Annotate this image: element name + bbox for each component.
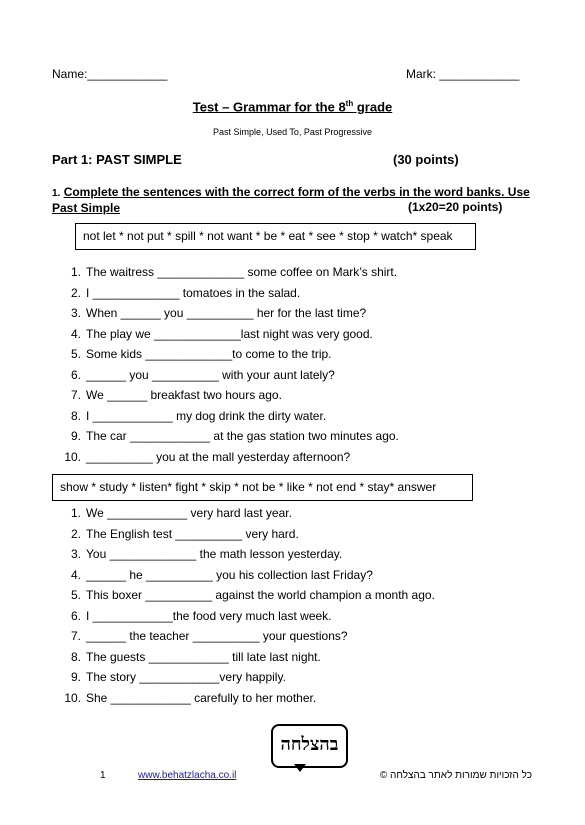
page-number: 1: [100, 770, 106, 781]
word-bank-1: not let * not put * spill * not want * be * eat * see * stop * watch* speak: [75, 223, 476, 250]
question-item: [52, 262, 399, 283]
question-number: 10.: [64, 449, 81, 464]
question-item: [52, 365, 399, 386]
logo-speech-tail: [294, 764, 306, 772]
question-text: The guests ____________ till late last night.: [86, 649, 321, 664]
question-text: When ______ you __________ her for the last time?: [86, 306, 367, 320]
question-item: [52, 283, 399, 304]
question-text: You _____________ the math lesson yesterday.: [86, 547, 343, 561]
question-item: [52, 606, 435, 627]
question-text: ______ you __________ with your aunt lately?: [86, 367, 335, 382]
question-number: 1.: [70, 506, 81, 520]
part-heading: Part 1: PAST SIMPLE: [52, 152, 182, 167]
question-item: [52, 324, 399, 345]
question-item: [52, 447, 399, 468]
title-tail: grade: [353, 99, 393, 115]
question-item: [52, 385, 399, 406]
question-number: 5.: [70, 347, 81, 361]
question-text: __________ you at the mall yesterday afternoon?: [86, 449, 351, 464]
word-bank-2: show * study * listen* fight * skip * not be * like * not end * stay* answer: [52, 474, 473, 501]
question-item: [52, 585, 435, 606]
question-number: 9.: [70, 670, 81, 684]
question-text: The car ____________ at the gas station two minutes ago.: [86, 429, 399, 443]
name-field: Name:____________: [52, 67, 168, 81]
question-text: I ____________ my dog drink the dirty water.: [86, 408, 327, 423]
question-item: [52, 426, 399, 447]
page-title: [0, 99, 585, 114]
question-item: [52, 647, 435, 668]
mark-field: Mark: ____________: [406, 67, 520, 81]
question-text: The waitress _____________ some coffee on Mark’s shirt.: [86, 265, 398, 279]
question-number: 2.: [70, 526, 81, 541]
logo-text: בהצלחה: [280, 734, 339, 755]
question-number: 10.: [64, 690, 81, 705]
question-list-1: [52, 262, 399, 467]
question-text: The story ____________very happily.: [86, 670, 286, 684]
question-text: I _____________ tomatoes in the salad.: [86, 285, 301, 300]
question-item: [52, 565, 435, 586]
question-number: 9.: [70, 429, 81, 443]
instruction-number: 1.: [52, 188, 61, 199]
question-number: 4.: [70, 326, 81, 341]
question-text: I ____________the food very much last week.: [86, 608, 332, 623]
question-item: [52, 344, 399, 365]
question-item: [52, 503, 435, 524]
title-main: Test – Grammar for the 8: [192, 99, 346, 115]
question-item: [52, 303, 399, 324]
page-subtitle: Past Simple, Used To, Past Progressive: [213, 127, 372, 137]
question-text: The play we _____________last night was very good.: [86, 326, 373, 341]
part-points: (30 points): [393, 152, 459, 167]
question-item: [52, 544, 435, 565]
question-item: [52, 626, 435, 647]
question-item: [52, 524, 435, 545]
question-text: We ____________ very hard last year.: [86, 506, 292, 520]
website-link[interactable]: www.behatzlacha.co.il: [138, 770, 237, 781]
question-number: 7.: [70, 388, 81, 402]
question-text: This boxer __________ against the world champion a month ago.: [86, 588, 435, 602]
question-text: We ______ breakfast two hours ago.: [86, 388, 282, 402]
question-text: ______ he __________ you his collection last Friday?: [86, 567, 373, 582]
question-number: 6.: [70, 608, 81, 623]
question-item: [52, 688, 435, 709]
question-list-2: [52, 503, 435, 708]
behatzlacha-logo: [271, 724, 348, 768]
question-text: The English test __________ very hard.: [86, 526, 299, 541]
question-text: ______ the teacher __________ your questions?: [86, 629, 348, 643]
title-sup: th: [345, 99, 354, 108]
instruction-text: Complete the sentences with the correct form of the verbs in the word banks. Use Past Simple: [52, 185, 530, 215]
question-number: 2.: [70, 285, 81, 300]
question-number: 7.: [70, 629, 81, 643]
question-text: Some kids _____________to come to the trip.: [86, 347, 332, 361]
copyright-notice: כל הזכויות שמורות לאתר בהצלחה ©: [379, 770, 532, 781]
question-number: 5.: [70, 588, 81, 602]
question-item: [52, 406, 399, 427]
question-text: She ____________ carefully to her mother.: [86, 690, 317, 705]
question-item: [52, 667, 435, 688]
question-number: 3.: [70, 306, 81, 320]
instruction-points: (1x20=20 points): [408, 200, 503, 214]
question-number: 8.: [70, 408, 81, 423]
question-number: 6.: [70, 367, 81, 382]
question-number: 4.: [70, 567, 81, 582]
question-number: 3.: [70, 547, 81, 561]
question-number: 1.: [70, 265, 81, 279]
question-number: 8.: [70, 649, 81, 664]
